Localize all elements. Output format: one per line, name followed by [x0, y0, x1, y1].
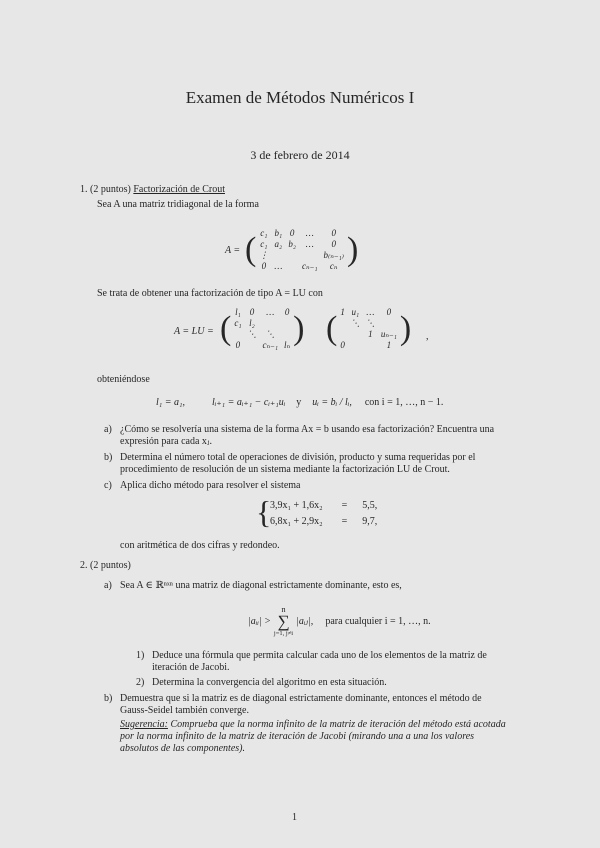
exam-date: 3 de febrero de 2014 [250, 148, 350, 162]
matU-cell: 0 [386, 307, 392, 317]
q2-sub2-line1: Determina la convergencia del algoritmo en esta situación. [152, 677, 387, 688]
matU-cell: ⋱ [365, 318, 375, 328]
matA-cell: 0 [331, 239, 336, 249]
q1-a-label: a) [104, 424, 112, 435]
matL-cell: 0 [284, 307, 290, 317]
matrix-a: ( c₁ b₁ 0 … 0 c₁ a₂ b₂ … 0 ⋮ b₍ₙ₋₁₎ 0 … cₙ₋₁ cₙ ) [245, 228, 359, 271]
matU-cell [348, 340, 363, 351]
matA-cell: c₁ [260, 239, 268, 249]
q2-header [80, 560, 131, 572]
q1-a-line1: ¿Cómo se resolvería una sistema de la forma Ax = b usando esa factorización? Encuentra una [120, 424, 495, 435]
matL-cell: l₂ [249, 318, 255, 328]
q1-c-line2: con aritmética de dos cifras y redondeo. [120, 540, 280, 551]
matA-cell: c₁ [260, 228, 268, 238]
matU-cell: 1 [386, 340, 392, 350]
formula-y: y [296, 397, 302, 408]
matL-cell: l₁ [235, 307, 241, 317]
q1-c-line1: Aplica dicho método para resolver el sistema [120, 480, 301, 491]
matL-cell: 0 [235, 340, 241, 350]
matA-cell [299, 250, 321, 261]
lu-comma: , [426, 331, 429, 342]
matrix-l: ( l₁ 0 … 0 c₁ l₂ ⋱ ⋱ 0 cₙ₋₁ lₙ ) [220, 307, 305, 350]
formula-li: lᵢ₊₁ = aᵢ₊₁ − cᵢ₊₁uᵢ [211, 397, 286, 408]
matA-cell: … [305, 239, 314, 249]
matA-cell: 0 [261, 261, 267, 271]
q1-b-label: b) [104, 452, 113, 463]
q1-factor-text: Se trata de obtener una factorización de tipo A = LU con [97, 288, 323, 299]
matL-cell [281, 318, 293, 329]
matA-cell: 0 [289, 228, 295, 238]
matA-cell: cₙ [329, 261, 338, 271]
matU-cell: 1 [368, 329, 373, 339]
lu-lhs: A = LU = [174, 326, 214, 337]
q2-b-line1: Demuestra que si la matriz es de diagonal estrictamente dominante, entonces el método de [120, 693, 482, 704]
q2-hint-line3: absolutos de las componentes). [120, 743, 245, 754]
matU-cell [363, 340, 378, 351]
matU-cell: u₁ [351, 307, 360, 317]
q2-sub1-label: 1) [136, 650, 145, 661]
q2-points: (2 puntos) [90, 560, 131, 571]
q1-heading: Factorización de Crout [133, 184, 225, 195]
matA-cell [285, 261, 299, 272]
matL-cell: … [266, 307, 275, 317]
q1-c-label: c) [104, 480, 112, 491]
matU-cell: ⋱ [350, 318, 360, 328]
q2-b-line2: Gauss-Seidel también converge. [120, 705, 249, 716]
matA-cell: ⋮ [259, 250, 269, 260]
q2-sub1-line2: iteración de Jacobi. [152, 662, 230, 673]
system-brace: { [256, 494, 272, 530]
formula-range: con i = 1, …, n − 1. [364, 397, 444, 408]
matA-cell: b₂ [288, 239, 296, 249]
dominance-inequality: |aᵢᵢ| > n ∑ j=1, j≠i |aᵢⱼ|, para cualquier i = 1, …, n. [248, 604, 431, 637]
q2-a-label: a) [104, 580, 112, 591]
matU-cell: … [366, 307, 375, 317]
matA-cell: … [305, 228, 314, 238]
matA-cell: b₁ [274, 228, 283, 238]
matA-cell: … [274, 261, 283, 271]
matA-cell: a₂ [274, 239, 283, 249]
q2-hint-line1: Sugerencia: Comprueba que la norma infinito de la matriz de iteración del método está acotada [120, 719, 506, 730]
q1-b-line1: Determina el número total de operaciones de división, producto y suma requeridas por el [120, 452, 476, 463]
matU-cell: uₙ₋₁ [380, 329, 397, 339]
matA-cell: b₍ₙ₋₁₎ [323, 250, 344, 260]
matrix-u: ( 1 u₁ … 0 ⋱ ⋱ 1 uₙ₋₁ 0 1 ) [326, 307, 412, 350]
q1-b-line2: procedimiento de resolución de un sistema mediante la factorización LU de Crout. [120, 464, 450, 475]
matL-cell: 0 [249, 307, 255, 317]
system-eq1: 3,9x₁ + 1,6x₂ = 5,5, [270, 500, 378, 511]
system-eq2: 6,8x₁ + 2,9x₂ = 9,7, [270, 516, 378, 527]
matL-cell [259, 318, 281, 329]
matL-cell [244, 340, 259, 351]
matL-cell: ⋱ [247, 329, 257, 339]
matA-cell: 0 [331, 228, 336, 238]
matU-cell [337, 318, 348, 329]
matU-cell [378, 318, 400, 329]
matL-cell [231, 329, 244, 340]
q2-number: 2. [80, 560, 88, 571]
q1-a-line2: expresión para cada xⱼ. [120, 436, 213, 447]
formula-l1: l₁ = a₁, [156, 397, 185, 408]
matL-cell [281, 329, 293, 340]
matA-cell [271, 250, 285, 261]
q1-points: (2 puntos) [90, 184, 131, 195]
matL-cell: ⋱ [265, 329, 275, 339]
q2-hint-line2: por la norma infinito de la matriz de iteración de Jacobi (mirando una a una los valores [120, 731, 475, 742]
page-number: 1 [292, 812, 297, 823]
matL-cell: cₙ₋₁ [262, 340, 278, 350]
matL-cell: c₁ [234, 318, 242, 328]
q2-a-line1: Sea A ∈ ℝⁿˣⁿ una matriz de diagonal estrictamente dominante, esto es, [120, 580, 402, 591]
q1-intro: Sea A una matriz tridiagonal de la forma [97, 199, 259, 210]
q1-obtaining: obteniéndose [97, 374, 150, 385]
matU-cell [348, 329, 363, 340]
matA-cell: cₙ₋₁ [301, 261, 318, 271]
formula-ui: uᵢ = bᵢ / lᵢ, [312, 397, 352, 408]
q2-sub2-label: 2) [136, 677, 145, 688]
q2-b-label: b) [104, 693, 113, 704]
matA-cell [285, 250, 299, 261]
matL-cell: lₙ [283, 340, 291, 350]
formula-row [156, 397, 443, 409]
q1-header [80, 184, 225, 196]
matU-cell: 1 [340, 307, 345, 317]
q1-number: 1. [80, 184, 88, 195]
matU-cell [337, 329, 348, 340]
matrix-a-lhs: A = [225, 245, 241, 256]
matU-cell: 0 [340, 340, 345, 350]
exam-title: Examen de Métodos Numéricos I [185, 88, 415, 107]
q2-sub1-line1: Deduce una fórmula que permita calcular cada uno de los elementos de la matriz de [152, 650, 487, 661]
